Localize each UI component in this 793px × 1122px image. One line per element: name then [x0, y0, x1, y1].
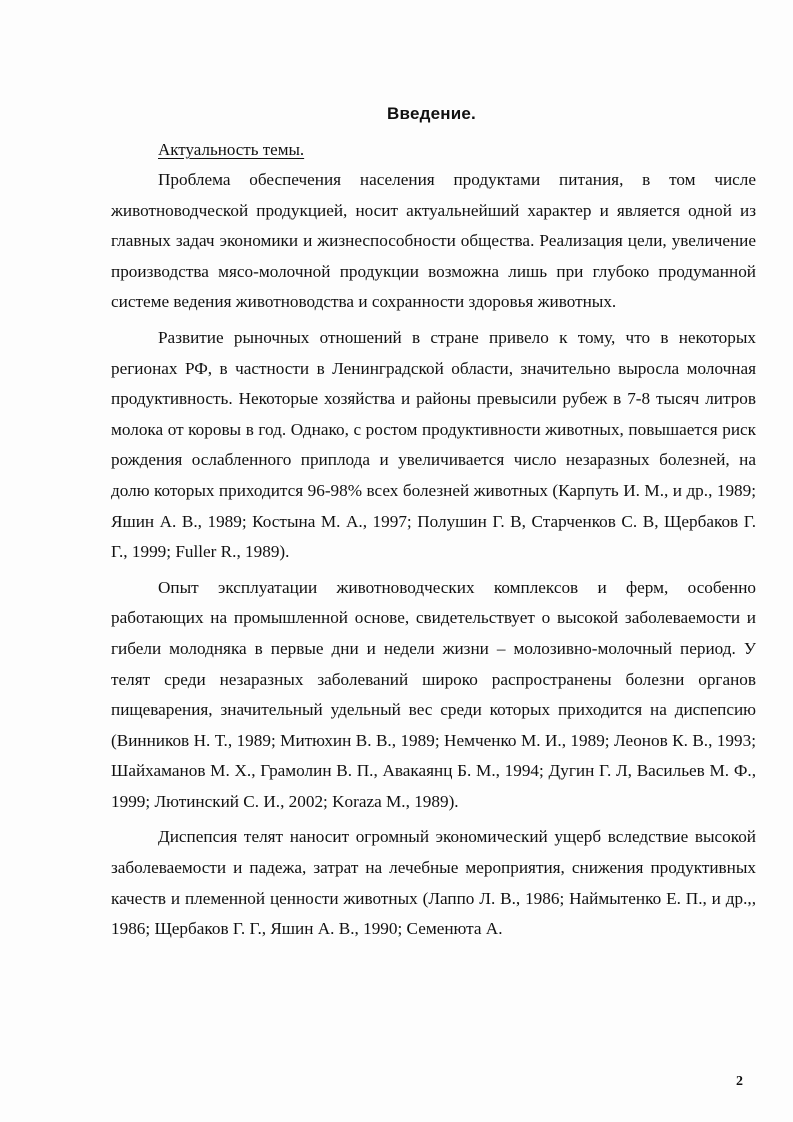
document-body [111, 165, 756, 950]
page-number: 2 [736, 1074, 743, 1089]
section-subtitle: Актуальность темы. [158, 140, 305, 159]
page-title: Введение. [387, 104, 476, 123]
paragraph: Диспепсия телят наносит огромный экономический ущерб вследствие высокой заболеваемости и падежа, затрат на лечебные мероприятия, снижения продуктивных качеств и племенной ценности животных (Лаппо Л. В., 1986; Наймытенко Е. П., и др.,, 1986; Щербаков Г. Г., Яшин А. В., 1990; Семенюта А. [111, 827, 756, 939]
paragraph: Развитие рыночных отношений в стране привело к тому, что в некоторых регионах РФ, в частности в Ленинградской области, значительно выросла молочная продуктивность. Некоторые хозяйства и районы превысили рубеж в 7-8 тысяч литров молока от коровы в год. Однако, с ростом продуктивности животных, повышается риск рождения ослабленного приплода и увеличивается число незаразных болезней, на долю которых приходится 96-98% всех болезней животных (Карпуть И. М., и др., 1989; Яшин А. В., 1989; Костына М. А., 1997; Полушин Г. В, Старченков С. В, Щербаков Г. Г., 1999; Fuller R., 1989). [111, 327, 756, 562]
paragraph: Проблема обеспечения населения продуктами питания, в том числе животноводческой продукцией, носит актуальнейший характер и является одной из главных задач экономики и жизнеспособности общества. Реализация цели, увеличение производства мясо-молочной продукции возможна лишь при глубоко продуманной системе ведения животноводства и сохранности здоровья животных. [111, 170, 756, 312]
paragraph: Опыт эксплуатации животноводческих комплексов и ферм, особенно работающих на промышленной основе, свидетельствует о высокой заболеваемости и гибели молодняка в первые дни и недели жизни – молозивно-молочный период. У телят среди незаразных заболеваний широко распространены болезни органов пищеварения, значительный удельный вес среди которых приходится на диспепсию (Винников Н. Т., 1989; Митюхин В. В., 1989; Немченко М. И., 1989; Леонов К. В., 1993; Шайхаманов М. Х., Грамолин В. П., Авакаянц Б. М., 1994; Дугин Г. Л, Васильев М. Ф., 1999; Лютинский С. И., 2002; Koraza M., 1989). [111, 577, 756, 811]
